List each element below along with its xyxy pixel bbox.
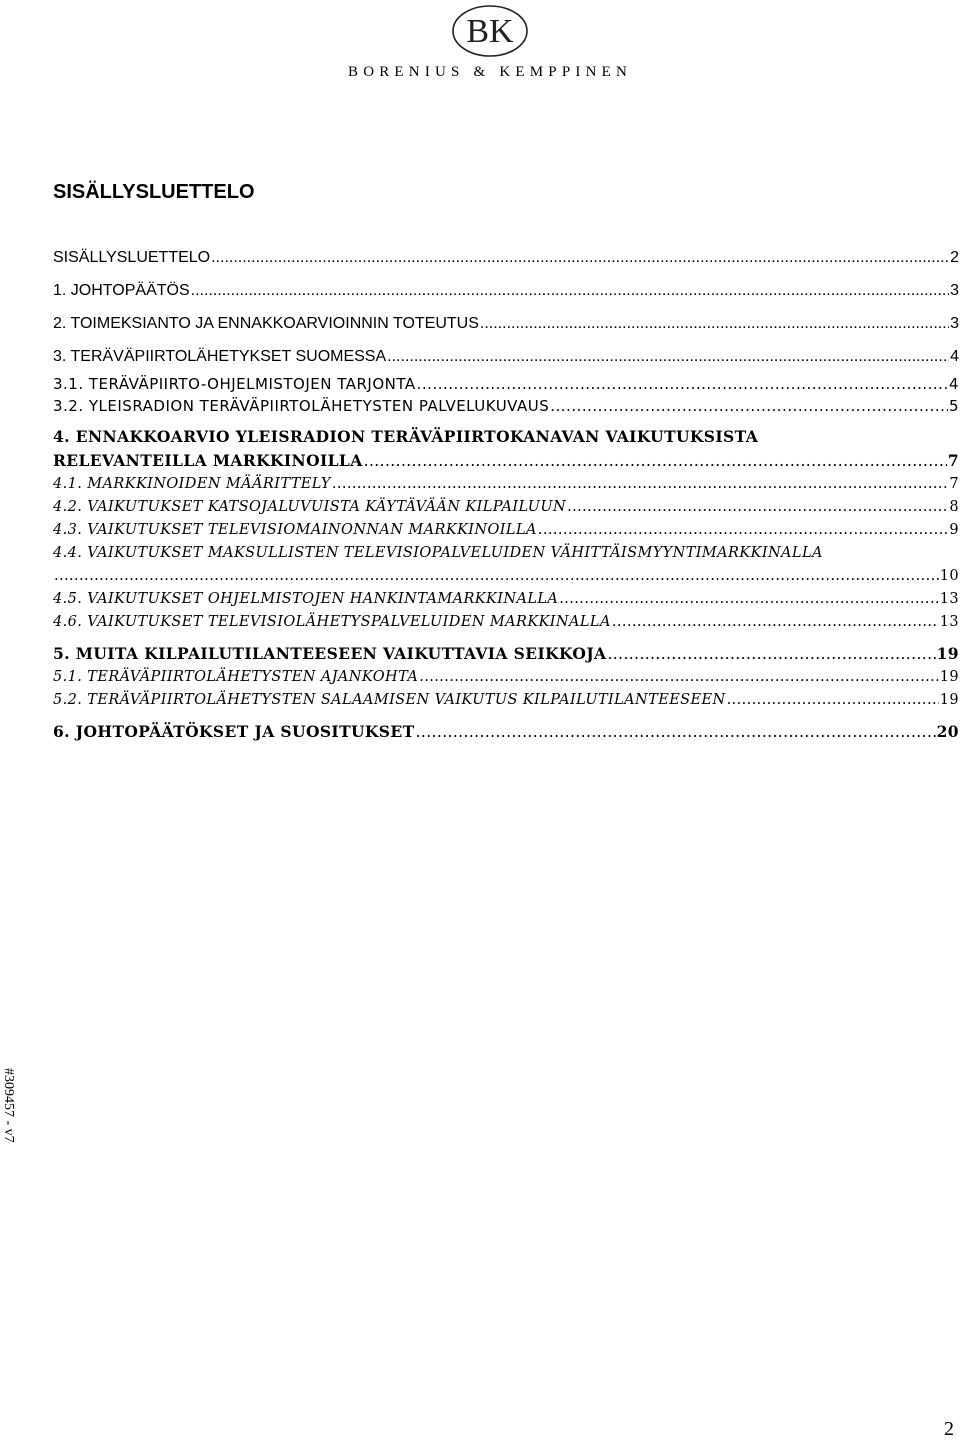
toc-entry-label: 2. TOIMEKSIANTO JA ENNAKKOARVIOINNIN TOTEUTUS bbox=[53, 315, 479, 332]
toc-entry-label: 6. JOHTOPÄÄTÖKSET JA SUOSITUKSET bbox=[53, 722, 415, 741]
toc-entry-label: 4.6. VAIKUTUKSET TELEVISIOLÄHETYSPALVELUIDEN MARKKINALLA bbox=[53, 614, 611, 630]
toc-leader-dots bbox=[550, 395, 948, 417]
logo-firm-name: BORENIUS & KEMPPINEN bbox=[347, 64, 632, 80]
toc-entry[interactable] bbox=[53, 395, 959, 417]
toc-entry-label: 5.1. TERÄVÄPIIRTOLÄHETYSTEN AJANKOHTA bbox=[53, 669, 419, 685]
page-title: SISÄLLYSLUETTELO bbox=[53, 181, 255, 203]
toc-entry-label: 5. MUITA KILPAILUTILANTEESEEN VAIKUTTAVIA SEIKKOJA bbox=[53, 644, 607, 663]
toc-entry[interactable] bbox=[53, 519, 959, 542]
toc-leader-dots bbox=[416, 720, 936, 744]
toc-leader-dots bbox=[607, 642, 935, 666]
toc-entry[interactable] bbox=[53, 542, 959, 588]
document-id-text: #309457 - v7 bbox=[1, 1068, 16, 1143]
toc-entry-page: 4 bbox=[948, 375, 959, 393]
toc-entry[interactable] bbox=[53, 473, 959, 496]
toc-entry-page: 13 bbox=[939, 614, 959, 630]
toc-entry[interactable] bbox=[53, 689, 959, 712]
toc-entry-page: 4 bbox=[950, 348, 959, 365]
toc-leader-dots bbox=[191, 274, 949, 307]
toc-leader-dots bbox=[211, 241, 949, 274]
toc-entry[interactable] bbox=[53, 588, 959, 611]
toc-leader-dots bbox=[54, 565, 939, 588]
toc-entry-label: 1. JOHTOPÄÄTÖS bbox=[53, 282, 190, 299]
toc-entry-label: 5.2. TERÄVÄPIIRTOLÄHETYSTEN SALAAMISEN VAIKUTUS KILPAILUTILANTEESEEN bbox=[53, 692, 726, 708]
toc-entry-label: RELEVANTEILLA MARKKINOILLA bbox=[53, 451, 363, 470]
toc-entry-page: 5 bbox=[948, 397, 959, 415]
toc-entry-page: 3 bbox=[950, 315, 959, 332]
toc-entry-page: 20 bbox=[936, 722, 959, 741]
toc-entry-label: 3.2. YLEISRADION TERÄVÄPIIRTOLÄHETYSTEN PALVELUKUVAUS bbox=[53, 397, 550, 415]
toc-entry-page: 19 bbox=[939, 669, 959, 685]
toc-entry-page: 10 bbox=[939, 568, 959, 584]
toc-entry[interactable] bbox=[53, 373, 959, 395]
toc-leader-dots bbox=[417, 373, 948, 395]
toc-leader-dots bbox=[567, 496, 948, 519]
toc-entry-label: 3.1. TERÄVÄPIIRTO-OHJELMISTOJEN TARJONTA bbox=[53, 375, 416, 393]
toc-entry-page: 8 bbox=[949, 499, 959, 515]
toc-leader-dots bbox=[538, 519, 948, 542]
toc-leader-dots bbox=[387, 340, 949, 373]
toc-leader-dots bbox=[364, 449, 947, 473]
toc-entry-page: 7 bbox=[949, 476, 959, 492]
toc-entry[interactable] bbox=[53, 642, 959, 666]
bk-monogram-icon bbox=[447, 2, 533, 60]
toc-leader-dots bbox=[419, 666, 939, 689]
page-number: 2 bbox=[944, 1418, 954, 1440]
toc-entry-page: 3 bbox=[950, 282, 959, 299]
toc-entry-label: 4.2. VAIKUTUKSET KATSOJALUVUISTA KÄYTÄVÄÄN KILPAILUUN bbox=[53, 499, 567, 515]
toc-leader-dots bbox=[612, 611, 939, 634]
toc-entry-label: 3. TERÄVÄPIIRTOLÄHETYKSET SUOMESSA bbox=[53, 348, 387, 365]
table-of-contents bbox=[53, 241, 959, 744]
toc-entry-label-line1: 4.4. VAIKUTUKSET MAKSULLISTEN TELEVISIOPALVELUIDEN VÄHITTÄISMYYNTIMARKKINALLA bbox=[53, 545, 823, 561]
toc-entry-label: 4.1. MARKKINOIDEN MÄÄRITTELY bbox=[53, 476, 331, 492]
toc-entry-label: 4.5. VAIKUTUKSET OHJELMISTOJEN HANKINTAMARKKINALLA bbox=[53, 591, 559, 607]
toc-entry-page: 2 bbox=[950, 249, 959, 266]
toc-entry-label: 4.3. VAIKUTUKSET TELEVISIOMAINONNAN MARKKINOILLA bbox=[53, 522, 537, 538]
toc-entry[interactable] bbox=[53, 611, 959, 634]
toc-leader-dots bbox=[332, 473, 949, 496]
toc-entry[interactable] bbox=[53, 720, 959, 744]
toc-entry[interactable] bbox=[53, 307, 959, 340]
toc-entry-page: 19 bbox=[939, 692, 959, 708]
toc-entry-label: SISÄLLYSLUETTELO bbox=[53, 249, 211, 266]
toc-entry[interactable] bbox=[53, 666, 959, 689]
toc-leader-dots bbox=[727, 689, 939, 712]
toc-leader-dots bbox=[559, 588, 938, 611]
toc-entry[interactable] bbox=[53, 340, 959, 373]
toc-entry-page: 7 bbox=[947, 451, 959, 470]
document-id bbox=[0, 1068, 18, 1158]
toc-entry-page: 19 bbox=[936, 644, 959, 663]
toc-entry[interactable] bbox=[53, 496, 959, 519]
firm-logo bbox=[340, 2, 640, 88]
logo-monogram: BK bbox=[466, 13, 514, 50]
toc-leader-dots bbox=[480, 307, 949, 340]
toc-entry-label-line1: 4. ENNAKKOARVIO YLEISRADION TERÄVÄPIIRTOKANAVAN VAIKUTUKSISTA bbox=[53, 427, 759, 446]
toc-entry[interactable] bbox=[53, 241, 959, 274]
toc-entry-page: 13 bbox=[939, 591, 959, 607]
toc-entry-page: 9 bbox=[949, 522, 959, 538]
toc-entry[interactable] bbox=[53, 425, 959, 473]
toc-entry[interactable] bbox=[53, 274, 959, 307]
